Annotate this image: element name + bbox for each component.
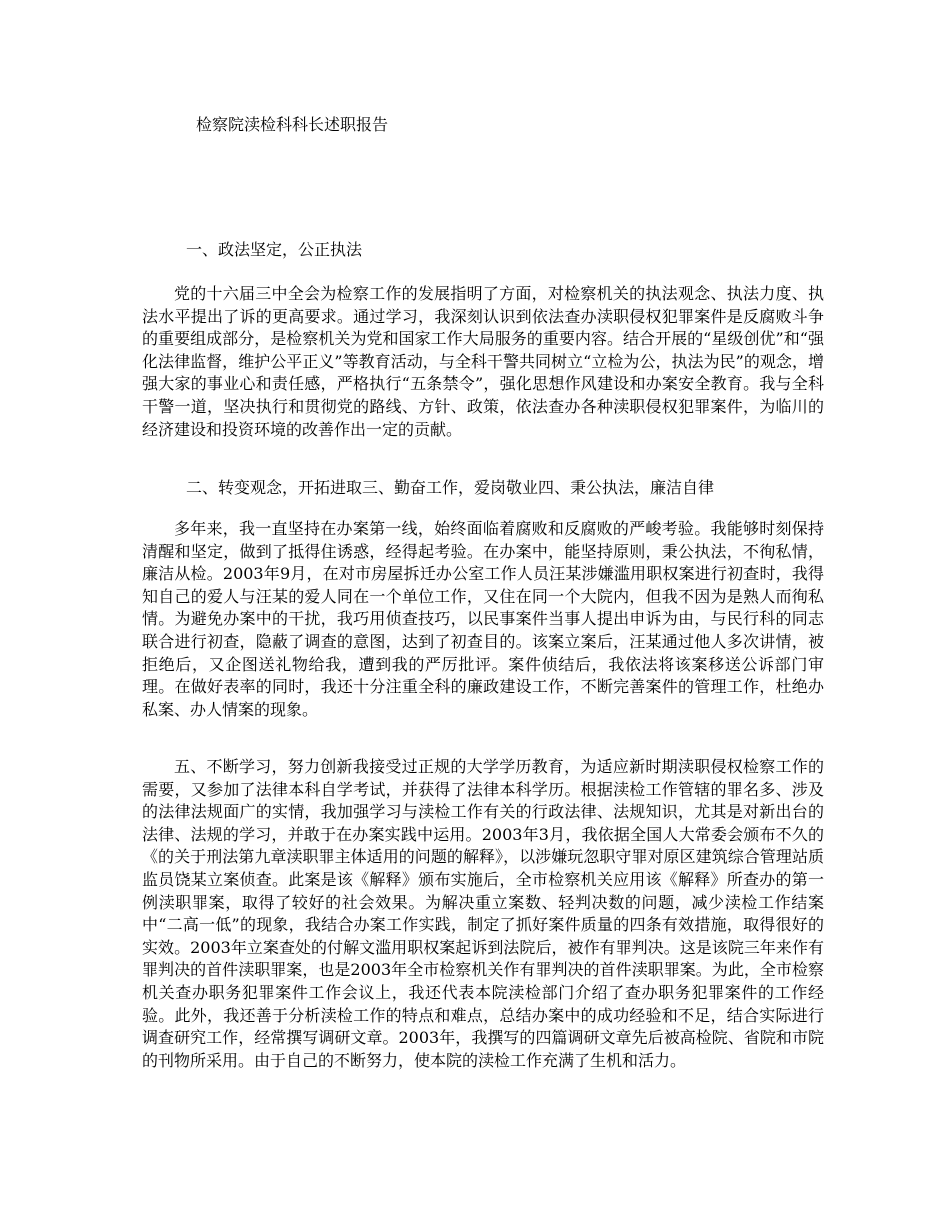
section-paragraph-3: 五、不断学习，努力创新我接受过正规的大学学历教育，为适应新时期渎职侵权检察工作的需要，又参加了法律本科自学考试，并获得了法律本科学历。根据渎检工作管辖的罪名多、涉及的法律法规面广的实情，我加强学习与渎检工作有关的行政法律、法规知识，尤其是对新出台的法律、法规的学习，并敢于在办案实践中运用。2003年3月，我依据全国人大常委会颁布不久的《的关于刑法第九章渎职罪主体适用的问题的解释》，以涉嫌玩忽职守罪对原区建筑综合管理站质监员饶某立案侦查。此案是该《解释》颁布实施后，全市检察机关应用该《解释》所查办的第一例渎职罪案，取得了较好的社会效果。为解决重立案数、轻判决数的问题，减少渎检工作结案中“二高一低”的现象，我结合办案工作实践，制定了抓好案件质量的四条有效措施，取得很好的实效。2003年立案查处的付解文滥用职权案起诉到法院后，被作有罪判决。这是该院三年来作有罪判决的首件渎职罪案，也是2003年全市检察机关作有罪判决的首件渎职罪案。为此，全市检察机关查办职务犯罪案件工作会议上，我还代表本院渎检部门介绍了查办职务犯罪案件的工作经验。此外，我还善于分析渎检工作的特点和难点，总结办案中的成功经验和不足，结合实际进行调查研究工作，经常撰写调研文章。2003年，我撰写的四篇调研文章先后被高检院、省院和市院的刊物所采用。由于自己的不断努力，使本院的渎检工作充满了生机和活力。 [142,757,824,1070]
section-heading-2: 二、转变观念，开拓进取三、勤奋工作，爱岗敬业四、秉公执法，廉洁自律 [186,478,715,497]
document-title: 检察院渎检科科长述职报告 [196,115,389,134]
section-paragraph-2: 多年来，我一直坚持在办案第一线，始终面临着腐败和反腐败的严峻考验。我能够时刻保持清醒和坚定，做到了抵得住诱惑，经得起考验。在办案中，能坚持原则，秉公执法，不徇私情，廉洁从检。2003年9月，在对市房屋拆迁办公室工作人员汪某涉嫌滥用职权案进行初查时，我得知自己的爱人与汪某的爱人同在一个单位工作，又住在同一个大院内，但我不因为是熟人而徇私情。为避免办案中的干扰，我巧用侦查技巧，以民事案件当事人提出申诉为由，与民行科的同志联合进行初查，隐蔽了调查的意图，达到了初查目的。该案立案后，汪某通过他人多次讲情，被拒绝后，又企图送礼物给我，遭到我的严厉批评。案件侦结后，我依法将该案移送公诉部门审理。在做好表率的同时，我还十分注重全科的廉政建设工作，不断完善案件的管理工作，杜绝办私案、办人情案的现象。 [142,519,824,719]
section-paragraph-1: 党的十六届三中全会为检察工作的发展指明了方面，对检察机关的执法观念、执法力度、执法水平提出了诉的更高要求。通过学习，我深刻认识到依法查办渎职侵权犯罪案件是反腐败斗争的重要组成部分，是检察机关为党和国家工作大局服务的重要内容。结合开展的“星级创优”和“强化法律监督，维护公平正义”等教育活动，与全科干警共同树立“立检为公，执法为民”的观念，增强大家的事业心和责任感，严格执行“五条禁令”，强化思想作风建设和办案安全教育。我与全科干警一道，坚决执行和贯彻党的路线、方针、政策，依法查办各种渎职侵权犯罪案件，为临川的经济建设和投资环境的改善作出一定的贡献。 [142,284,824,439]
section-heading-1: 一、政法坚定，公正执法 [186,240,363,259]
